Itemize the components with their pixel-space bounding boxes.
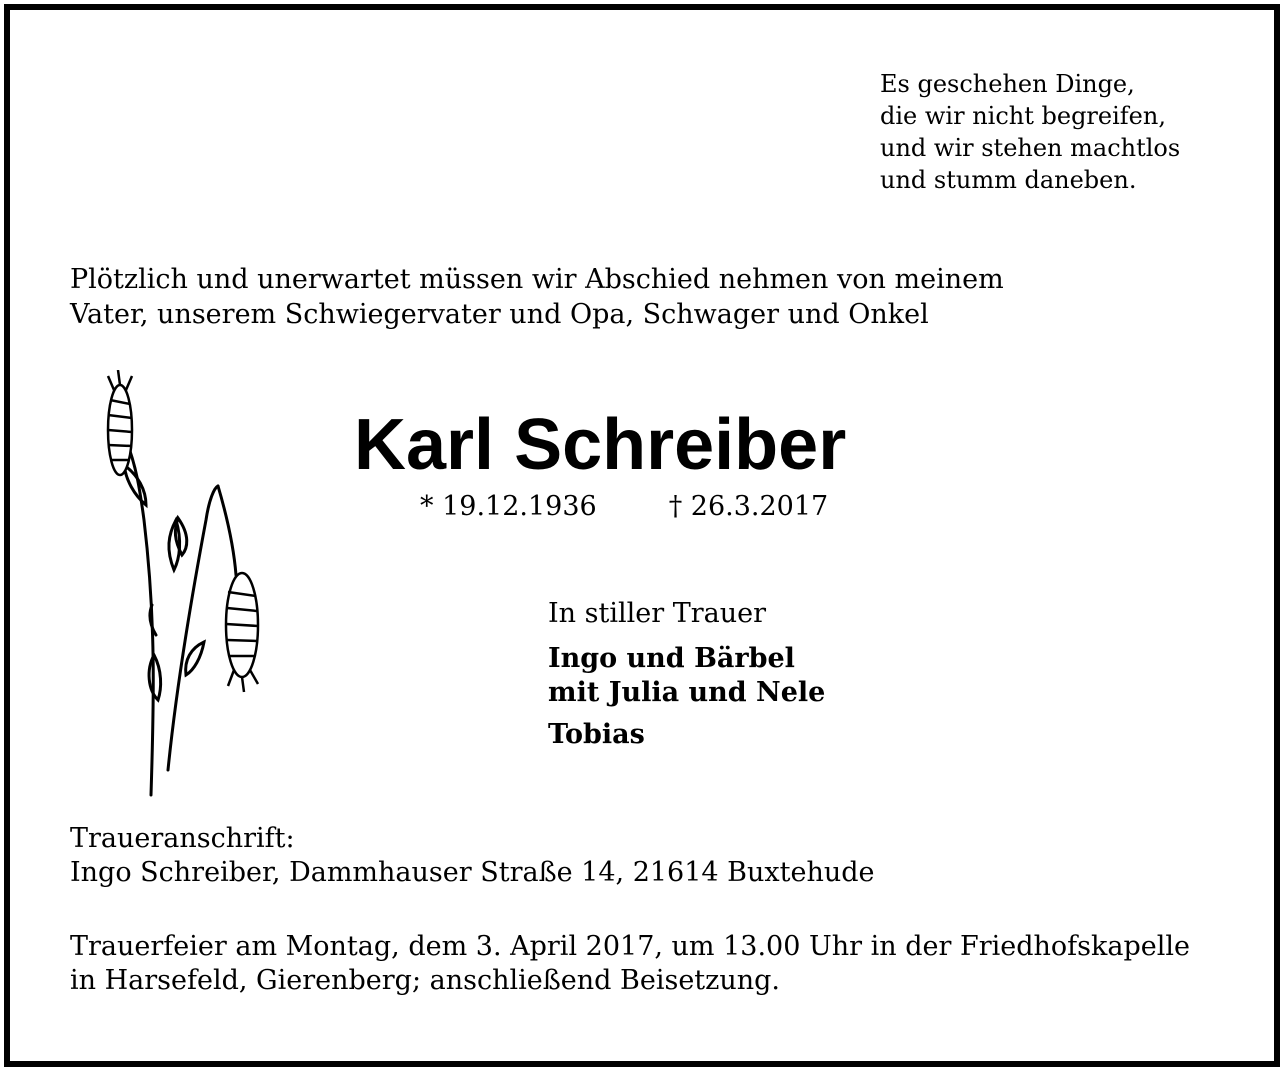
intro-line: Vater, unserem Schwiegervater und Opa, Schwager und Onkel bbox=[70, 299, 929, 330]
address-label: Traueranschrift: bbox=[70, 823, 295, 854]
deceased-name: Karl Schreiber bbox=[354, 405, 847, 485]
death-date: † 26.3.2017 bbox=[668, 491, 829, 522]
intro-line: Plötzlich und unerwartet müssen wir Abschied nehmen von meinem bbox=[70, 264, 1004, 295]
verse-line: Es geschehen Dinge, bbox=[880, 70, 1135, 98]
mourning-heading: In stiller Trauer bbox=[548, 598, 767, 629]
mourning-address bbox=[70, 822, 875, 890]
intro-text bbox=[70, 262, 1004, 332]
verse-line: und stumm daneben. bbox=[880, 166, 1137, 194]
wheat-ears-icon bbox=[96, 370, 276, 800]
life-dates bbox=[420, 490, 828, 524]
service-line: Trauerfeier am Montag, dem 3. April 2017, um 13.00 Uhr in der Friedhofskapelle bbox=[70, 931, 1190, 962]
service-line: in Harsefeld, Gierenberg; anschließend Beisetzung. bbox=[70, 965, 781, 996]
verse bbox=[880, 68, 1180, 196]
mourner-name: Ingo und Bärbel bbox=[548, 643, 795, 674]
address-value: Ingo Schreiber, Dammhauser Straße 14, 21614 Buxtehude bbox=[70, 857, 875, 888]
mourners-list bbox=[548, 642, 825, 752]
mourner-name: Tobias bbox=[548, 719, 645, 750]
verse-line: und wir stehen machtlos bbox=[880, 134, 1181, 162]
birth-date: * 19.12.1936 bbox=[420, 491, 597, 522]
verse-line: die wir nicht begreifen, bbox=[880, 102, 1166, 130]
mourner-name: mit Julia und Nele bbox=[548, 677, 826, 708]
service-info bbox=[70, 930, 1190, 998]
